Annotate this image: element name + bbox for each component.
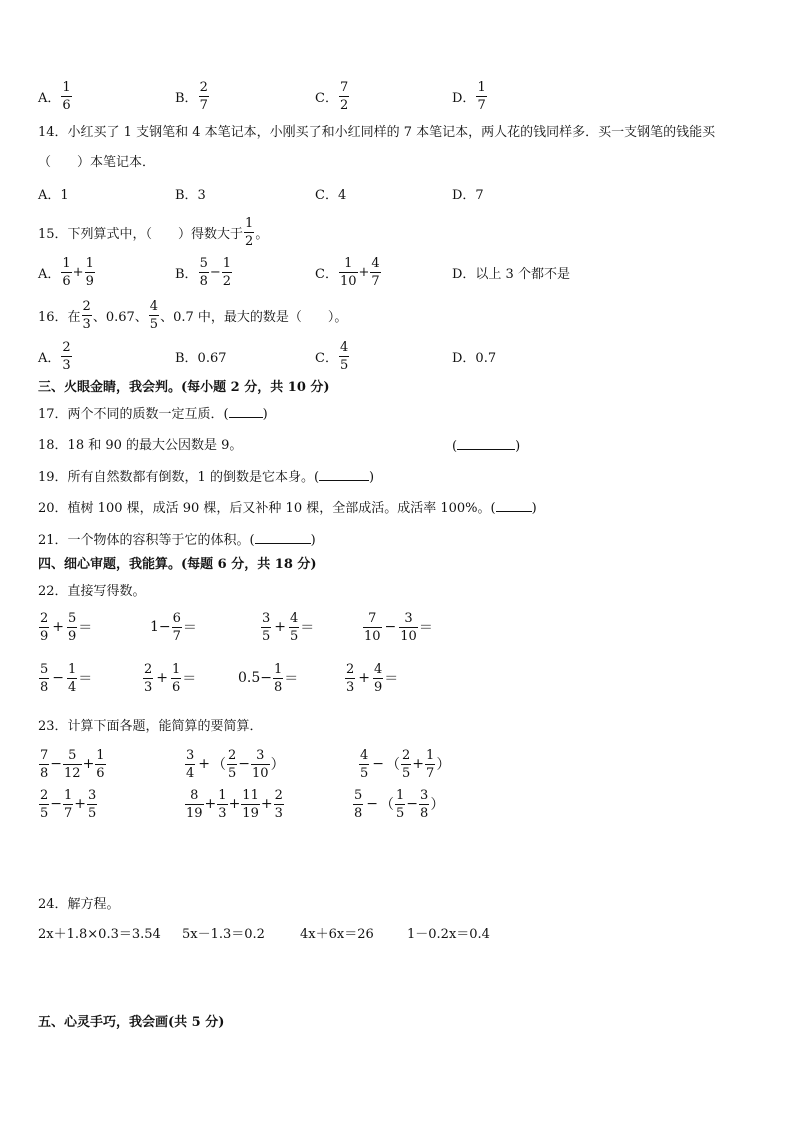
q22-item[interactable]: 0.5− $\frac{1}{8}$ ＝: [238, 661, 299, 695]
fraction: $\frac{7}{10}$: [364, 610, 381, 644]
fraction: $\frac{2}{5}$: [402, 747, 411, 781]
q16-option-b[interactable]: B．0.67: [175, 350, 227, 366]
fraction: $\frac{1}{7}$: [477, 79, 486, 113]
q14-text: 14．小红买了 1 支钢笔和 4 本笔记本，小刚买了和小红同样的 7 本笔记本，两人花的钱同样多．买一支钢笔的钱能买: [38, 125, 716, 140]
fraction: $\frac{1}{6}$: [172, 661, 181, 695]
fraction: $\frac{3}{10}$: [400, 610, 417, 644]
fraction: $\frac{5}{8}$: [40, 661, 49, 695]
q18-answer: ( ): [452, 439, 521, 454]
q23-row-1: [38, 742, 738, 786]
answer-blank[interactable]: [229, 405, 263, 418]
q23-item[interactable]: $\frac{4}{5}$ − （ $\frac{2}{5}$ + $\frac{1}{7}$ ）: [360, 747, 451, 781]
fraction: $\frac{3}{5}$: [88, 787, 97, 821]
fraction: $\frac{2}{9}$: [40, 610, 49, 644]
q15-option-d[interactable]: D．以上 3 个都不是: [452, 266, 570, 282]
q15-option-a[interactable]: A． $\frac{1}{6}$ + $\frac{1}{9}$: [38, 255, 94, 289]
q13-option-c[interactable]: C． $\frac{7}{2}$: [315, 79, 349, 113]
q17: 17．两个不同的质数一定互质．( ): [38, 407, 268, 422]
q14-option-c[interactable]: C．4: [315, 188, 347, 203]
fraction: $\frac{1}{6}$: [96, 747, 105, 781]
section-3-heading: 三、火眼金睛，我会判。(每小题 2 分，共 10 分): [38, 380, 330, 395]
fraction: $\frac{4}{5}$: [360, 747, 369, 781]
q24-equation[interactable]: 2x＋1.8×0.3＝3.54: [38, 927, 161, 942]
fraction: $\frac{4}{5}$: [339, 339, 349, 373]
fraction: $\frac{2}{5}$: [228, 747, 237, 781]
q23-text: 23．计算下面各题，能简算的要简算．: [38, 719, 263, 734]
fraction: $\frac{1}{5}$: [396, 787, 405, 821]
fraction: $\frac{1}{9}$: [85, 255, 94, 289]
fraction: $\frac{2}{3}$: [62, 339, 71, 373]
q14-text-cont: （ ）本笔记本．: [38, 155, 156, 170]
q16-options: [38, 336, 738, 376]
q23-item[interactable]: $\frac{3}{4}$ + （ $\frac{2}{5}$ − $\frac{3}{10}$ ）: [186, 747, 285, 781]
fraction: $\frac{7}{8}$: [40, 747, 49, 781]
q15-option-c[interactable]: C． $\frac{1}{10}$ + $\frac{4}{7}$: [315, 255, 380, 289]
answer-blank[interactable]: [496, 499, 532, 512]
q15-options: [38, 252, 738, 292]
answer-blank[interactable]: [255, 531, 311, 544]
q19: 19．所有自然数都有倒数，1 的倒数是它本身。( ): [38, 470, 375, 485]
q22-row-2: [38, 656, 738, 700]
q13-option-b[interactable]: B． $\frac{2}{7}$: [175, 79, 208, 113]
fraction: $\frac{1}{3}$: [218, 787, 227, 821]
q15-option-b[interactable]: B． $\frac{5}{8}$ − $\frac{1}{2}$: [175, 255, 232, 289]
fraction: $\frac{3}{8}$: [420, 787, 429, 821]
fraction: $\frac{1}{6}$: [62, 255, 71, 289]
fraction: $\frac{2}{7}$: [199, 79, 208, 113]
fraction: $\frac{1}{4}$: [68, 661, 77, 695]
q14-option-d[interactable]: D．7: [452, 188, 484, 203]
q22-item[interactable]: $\frac{2}{9}$ + $\frac{5}{9}$ ＝: [40, 610, 93, 644]
fraction: $\frac{1}{7}$: [426, 747, 435, 781]
fraction: $\frac{5}{9}$: [68, 610, 77, 644]
fraction: $\frac{3}{5}$: [262, 610, 271, 644]
answer-blank[interactable]: [457, 437, 515, 450]
q22-item[interactable]: 1− $\frac{6}{7}$ ＝: [150, 610, 197, 644]
q22-text: 22．直接写得数。: [38, 584, 146, 599]
q23-item[interactable]: $\frac{5}{8}$ − （ $\frac{1}{5}$ − $\frac{3}{8}$ ）: [354, 787, 445, 821]
q24-equation[interactable]: 4x＋6x＝26: [300, 927, 374, 942]
q24-equation[interactable]: 1－0.2x＝0.4: [407, 927, 490, 942]
fraction: $\frac{4}{7}$: [371, 255, 380, 289]
fraction: $\frac{2}{5}$: [40, 787, 49, 821]
q21: 21．一个物体的容积等于它的体积。( ): [38, 533, 316, 548]
fraction: $\frac{5}{8}$: [354, 787, 363, 821]
fraction: $\frac{4}{5}$: [290, 610, 299, 644]
q23-row-2: [38, 782, 738, 826]
q18: 18．18 和 90 的最大公因数是 9。: [38, 438, 243, 453]
fraction: $\frac{1}{2}$: [222, 255, 232, 289]
q16-option-a[interactable]: A． $\frac{2}{3}$: [38, 339, 71, 373]
q15-text: 15．下列算式中，（ ）得数大于 $\frac{1}{2}$ 。: [38, 215, 269, 249]
q13-option-a[interactable]: A． $\frac{1}{6}$: [38, 79, 71, 113]
q24-text: 24．解方程。: [38, 897, 120, 912]
answer-blank[interactable]: [319, 468, 369, 481]
fraction: $\frac{2}{3}$: [82, 298, 91, 332]
fraction: $\frac{6}{7}$: [172, 610, 181, 644]
fraction: $\frac{5}{12}$: [64, 747, 81, 781]
fraction: $\frac{8}{19}$: [186, 787, 203, 821]
fraction: $\frac{2}{3}$: [274, 787, 283, 821]
fraction: $\frac{1}{8}$: [274, 661, 283, 695]
q23-item[interactable]: $\frac{8}{19}$ + $\frac{1}{3}$ + $\frac{11}{19}$ + $\frac{2}{3}$: [186, 787, 283, 821]
fraction: $\frac{2}{3}$: [144, 661, 153, 695]
q16-option-d[interactable]: D．0.7: [452, 350, 497, 366]
fraction: $\frac{3}{10}$: [252, 747, 269, 781]
q13-option-d[interactable]: D． $\frac{1}{7}$: [452, 79, 486, 113]
fraction: $\frac{5}{8}$: [199, 255, 208, 289]
q22-item[interactable]: $\frac{2}{3}$ + $\frac{4}{9}$ ＝: [346, 661, 399, 695]
fraction: $\frac{1}{10}$: [339, 255, 357, 289]
q16-text: 16．在 $\frac{2}{3}$ 、0.67、 $\frac{4}{5}$ 、0.7 中，最大的数是（ ）。: [38, 298, 348, 332]
q14-option-a[interactable]: A．1: [38, 188, 69, 203]
section-4-heading: 四、细心审题，我能算。(每题 6 分，共 18 分): [38, 557, 317, 572]
fraction: $\frac{7}{2}$: [339, 79, 349, 113]
q14-option-b[interactable]: B．3: [175, 188, 206, 203]
q22-item[interactable]: $\frac{3}{5}$ + $\frac{4}{5}$ ＝: [262, 610, 315, 644]
fraction: $\frac{4}{5}$: [149, 298, 159, 332]
q22-item[interactable]: $\frac{2}{3}$ + $\frac{1}{6}$ ＝: [144, 661, 197, 695]
q20: 20．植树 100 棵，成活 90 棵，后又补种 10 棵，全部成活。成活率 100%。( ): [38, 501, 537, 516]
fraction: $\frac{4}{9}$: [374, 661, 383, 695]
q22-row-1: [38, 605, 738, 649]
section-5-heading: 五、心灵手巧，我会画(共 5 分): [38, 1015, 225, 1030]
q23-item[interactable]: $\frac{2}{5}$ − $\frac{1}{7}$ + $\frac{3}{5}$: [40, 787, 97, 821]
q23-item[interactable]: $\frac{7}{8}$ − $\frac{5}{12}$ + $\frac{1}{6}$: [40, 747, 105, 781]
q22-item[interactable]: $\frac{5}{8}$ − $\frac{1}{4}$ ＝: [40, 661, 93, 695]
fraction: $\frac{1}{7}$: [64, 787, 73, 821]
q13-options: [38, 76, 738, 116]
fraction: $\frac{3}{4}$: [186, 747, 195, 781]
fraction: $\frac{1}{2}$: [245, 215, 254, 249]
q22-item[interactable]: $\frac{7}{10}$ − $\frac{3}{10}$ ＝: [364, 610, 433, 644]
fraction: $\frac{2}{3}$: [346, 661, 355, 695]
q24-equation[interactable]: 5x－1.3＝0.2: [182, 927, 265, 942]
q16-option-c[interactable]: C． $\frac{4}{5}$: [315, 339, 349, 373]
fraction: $\frac{1}{6}$: [62, 79, 71, 113]
fraction: $\frac{11}{19}$: [242, 787, 259, 821]
